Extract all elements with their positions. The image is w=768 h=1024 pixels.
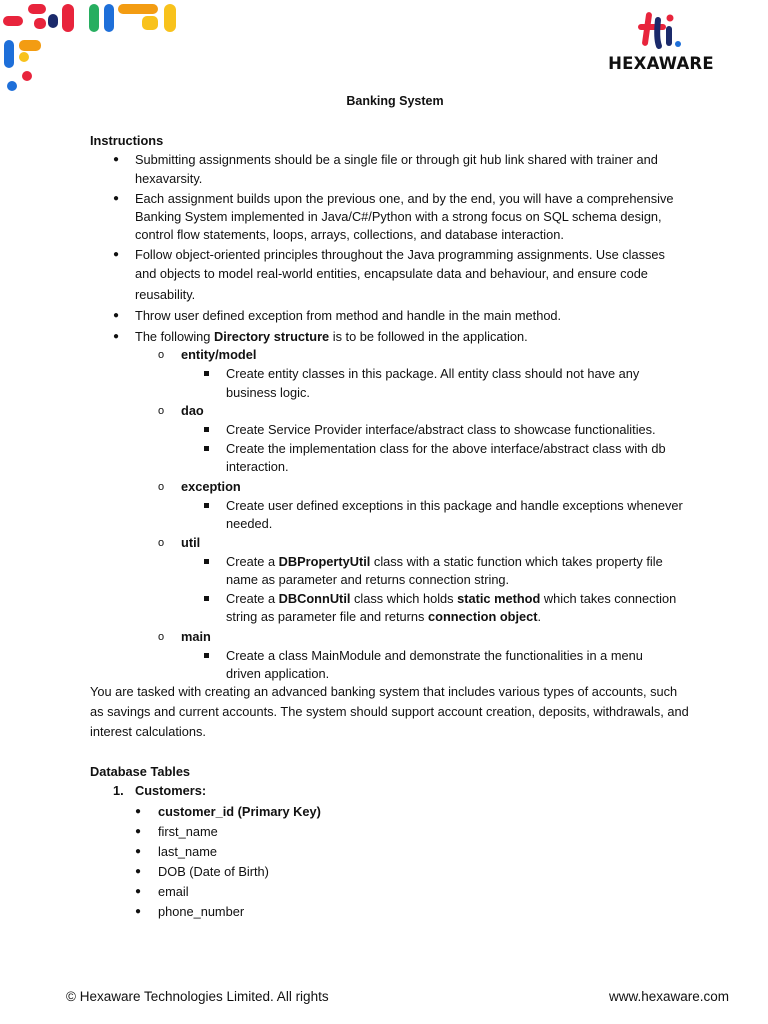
- intro-paragraph-line-3: interest calculations.: [90, 724, 206, 739]
- bullet-5-line: [135, 328, 528, 346]
- package-entity-model: entity/model: [181, 347, 257, 362]
- circle-bullet-icon: o: [158, 349, 165, 361]
- entity-item-line-1: Create entity classes in this package. All entity class should not have any: [226, 366, 640, 381]
- field-customer-id: customer_id (Primary Key): [158, 804, 321, 819]
- package-util: util: [181, 535, 201, 550]
- util-item-2-bold-1: DBConnUtil: [278, 591, 351, 606]
- circle-bullet-icon: o: [158, 481, 165, 493]
- bullet-5-post: is to be followed in the application.: [329, 329, 528, 344]
- square-bullet-icon: [204, 559, 209, 564]
- circle-bullet-icon: o: [158, 537, 165, 549]
- util-item-2-line-1: [226, 590, 676, 608]
- field-dob: DOB (Date of Birth): [158, 864, 269, 879]
- util-item-2-post: which takes connection: [540, 591, 677, 606]
- package-exception: exception: [181, 479, 241, 494]
- util-item-2-l2-bold: connection object: [428, 609, 538, 624]
- brand-decoration: [0, 0, 185, 100]
- logo-mark-icon: [636, 10, 686, 52]
- exception-item-line-1: Create user defined exceptions in this package and handle exceptions whenever: [226, 498, 683, 513]
- circle-bullet-icon: o: [158, 631, 165, 643]
- hexaware-logo: [606, 10, 716, 78]
- package-main: main: [181, 629, 211, 644]
- bullet-icon: ●: [135, 906, 142, 917]
- bullet-5-pre: The following: [135, 329, 214, 344]
- instructions-heading: Instructions: [90, 133, 164, 148]
- main-item-line-1: Create a class MainModule and demonstrate the functionalities in a menu: [226, 648, 643, 663]
- table-number: 1.: [113, 783, 124, 798]
- database-tables-heading: Database Tables: [90, 764, 191, 779]
- dao-item-2-line-2: interaction.: [226, 459, 289, 474]
- table-name-customers: Customers:: [135, 783, 207, 798]
- bullet-1-line-1: Submitting assignments should be a single file or through git hub link shared with trainer and: [135, 152, 658, 167]
- bullet-icon: ●: [135, 806, 142, 817]
- dao-item-2-line-1: Create the implementation class for the above interface/abstract class with db: [226, 441, 666, 456]
- bullet-1-line-2: hexavarsity.: [135, 171, 203, 186]
- bullet-2-line-2: Banking System implemented in Java/C#/Python with a strong focus on SQL schema design,: [135, 209, 662, 224]
- bullet-icon: ●: [135, 826, 142, 837]
- bullet-2-line-1: Each assignment builds upon the previous one, and by the end, you will have a comprehensive: [135, 191, 674, 206]
- bullet-3-line-3: reusability.: [135, 287, 196, 302]
- intro-paragraph-line-1: You are tasked with creating an advanced banking system that includes various types of accounts, such: [90, 684, 678, 699]
- bullet-4-line-1: Throw user defined exception from method and handle in the main method.: [135, 308, 562, 323]
- square-bullet-icon: [204, 371, 209, 376]
- bullet-3-line-1: Follow object-oriented principles throughout the Java programming assignments. Use classes: [135, 247, 665, 262]
- bullet-icon: ●: [113, 310, 120, 321]
- entity-item-line-2: business logic.: [226, 385, 310, 400]
- util-item-2-l2-pre: string as parameter file and returns: [226, 609, 429, 624]
- field-phone-number: phone_number: [158, 904, 245, 919]
- bullet-2-line-3: control flow statements, loops, arrays, collections, and database interaction.: [135, 227, 564, 242]
- square-bullet-icon: [204, 427, 209, 432]
- dao-item-1: Create Service Provider interface/abstract class to showcase functionalities.: [226, 422, 656, 437]
- field-first-name: first_name: [158, 824, 218, 839]
- util-item-2-mid: class which holds: [350, 591, 458, 606]
- bullet-3-line-2: and objects to model real-world entities, encapsulate data and behaviour, and ensure code: [135, 266, 648, 281]
- main-item-line-2: driven application.: [226, 666, 330, 681]
- bullet-icon: ●: [135, 866, 142, 877]
- util-item-1-post: class with a static function which takes property file: [370, 554, 663, 569]
- square-bullet-icon: [204, 503, 209, 508]
- util-item-1-pre: Create a: [226, 554, 279, 569]
- exception-item-line-2: needed.: [226, 516, 273, 531]
- util-item-1-bold: DBPropertyUtil: [278, 554, 371, 569]
- util-item-2-line-2: [226, 608, 541, 626]
- bullet-icon: ●: [113, 249, 120, 260]
- util-item-2-l2-post: .: [537, 609, 542, 624]
- field-last-name: last_name: [158, 844, 218, 859]
- bullet-icon: ●: [135, 886, 142, 897]
- bullet-icon: ●: [113, 154, 120, 165]
- package-dao: dao: [181, 403, 204, 418]
- intro-paragraph-line-2: as savings and current accounts. The system should support account creation, deposits, withdrawals, and: [90, 704, 689, 719]
- bullet-icon: ●: [113, 193, 120, 204]
- bullet-5-bold: Directory structure: [213, 329, 330, 344]
- circle-bullet-icon: o: [158, 405, 165, 417]
- util-item-1-line-2: name as parameter and returns connection string.: [226, 572, 510, 587]
- util-item-1-line-1: [226, 553, 663, 571]
- square-bullet-icon: [204, 596, 209, 601]
- bullet-icon: ●: [135, 846, 142, 857]
- logo-text: HEXAWARE: [608, 54, 714, 73]
- util-item-2-pre: Create a: [226, 591, 279, 606]
- util-item-2-bold-2: static method: [457, 591, 541, 606]
- bullet-icon: ●: [113, 331, 120, 342]
- field-email: email: [158, 884, 189, 899]
- document-title: Banking System: [346, 94, 444, 108]
- footer-copyright: © Hexaware Technologies Limited. All rights: [66, 989, 329, 1004]
- square-bullet-icon: [204, 653, 209, 658]
- footer-website-link[interactable]: www.hexaware.com: [608, 989, 729, 1004]
- square-bullet-icon: [204, 446, 209, 451]
